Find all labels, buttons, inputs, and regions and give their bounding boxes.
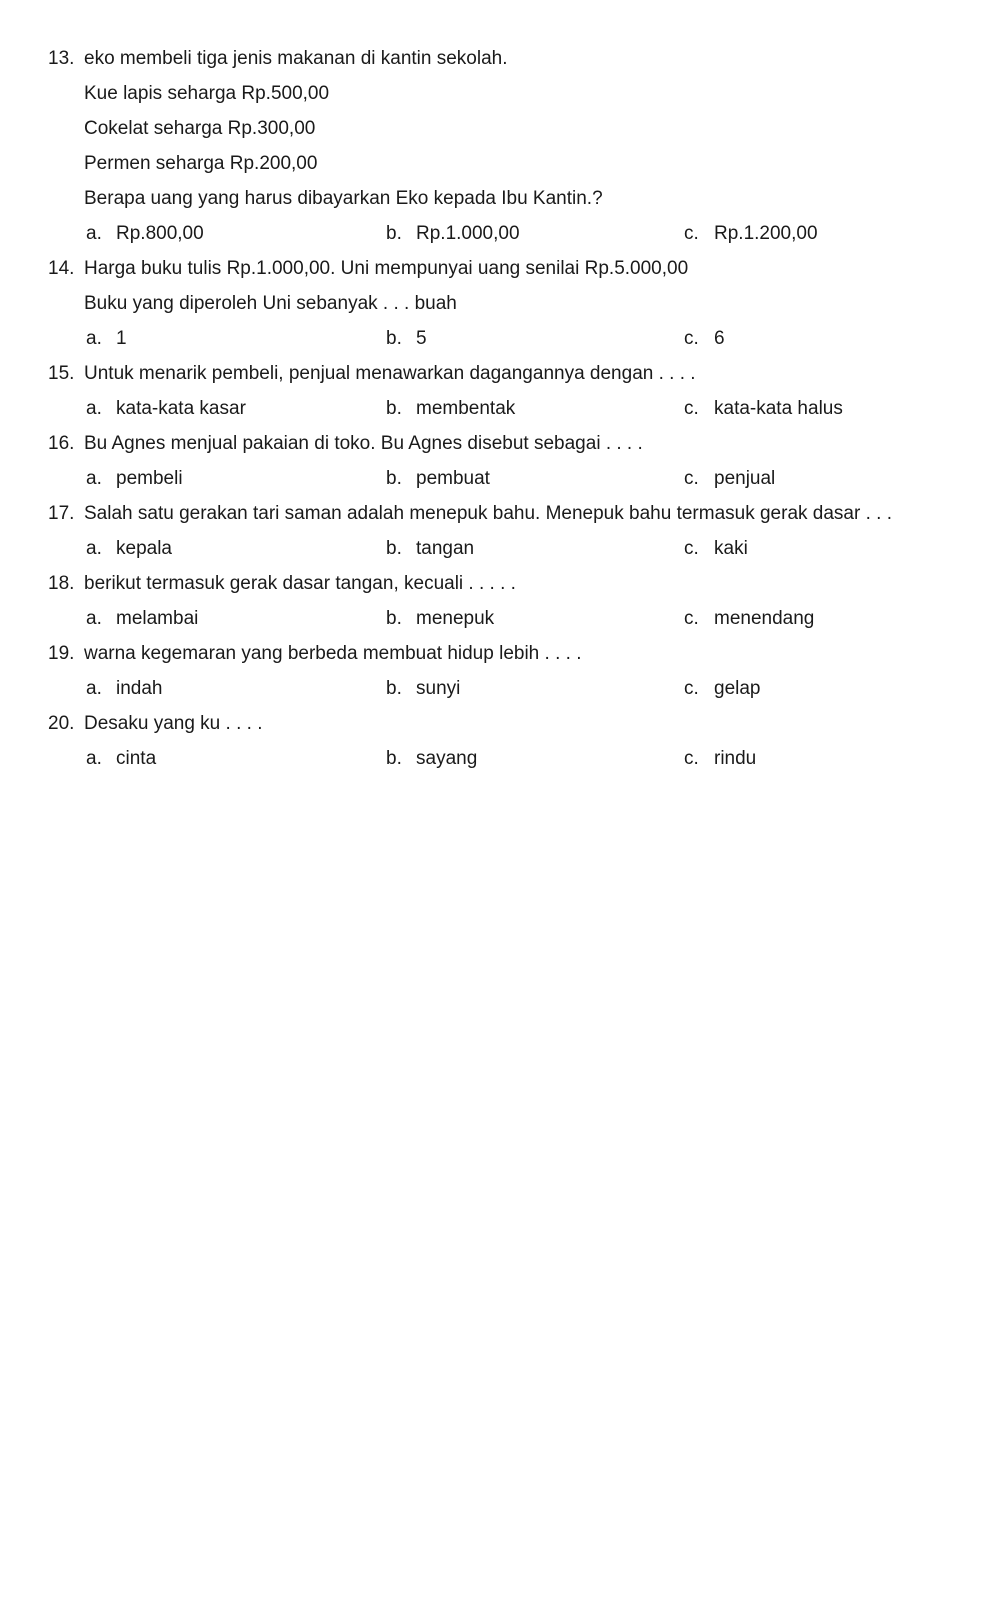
option-text: 5: [416, 328, 427, 349]
question-text: Kue lapis seharga Rp.500,00: [84, 83, 330, 104]
answer-options: [48, 671, 988, 706]
option-letter: c.: [684, 328, 699, 349]
option-a[interactable]: [86, 531, 172, 566]
question-13: [48, 41, 988, 251]
question-text: Salah satu gerakan tari saman adalah menepuk bahu. Menepuk bahu termasuk gerak dasar . . .: [84, 503, 892, 524]
question-text: Berapa uang yang harus dibayarkan Eko kepada Ibu Kantin.?: [84, 188, 603, 209]
option-letter: c.: [684, 398, 699, 419]
answer-options: [48, 601, 988, 636]
option-letter: a.: [86, 538, 102, 559]
option-a[interactable]: [86, 461, 183, 496]
answer-options: [48, 741, 988, 776]
option-letter: b.: [386, 468, 402, 489]
option-text: rindu: [714, 748, 757, 769]
question-number: 14.: [48, 258, 75, 279]
answer-options: [48, 531, 988, 566]
option-letter: a.: [86, 608, 102, 629]
option-b[interactable]: [386, 461, 490, 496]
question-text: Desaku yang ku . . . .: [84, 713, 263, 734]
option-a[interactable]: [86, 391, 246, 426]
option-letter: a.: [86, 398, 102, 419]
option-letter: b.: [386, 328, 402, 349]
option-letter: c.: [684, 678, 699, 699]
option-text: penjual: [714, 468, 776, 489]
option-a[interactable]: [86, 741, 156, 776]
option-text: kepala: [116, 538, 172, 559]
option-b[interactable]: [386, 671, 460, 706]
question-number: 20.: [48, 713, 75, 734]
option-c[interactable]: [684, 671, 761, 706]
option-c[interactable]: [684, 216, 818, 251]
option-letter: b.: [386, 398, 402, 419]
answer-options: [48, 391, 988, 426]
question-text: berikut termasuk gerak dasar tangan, kecuali . . . . .: [84, 573, 516, 594]
question-text: Buku yang diperoleh Uni sebanyak . . . buah: [84, 293, 457, 314]
question-number: 15.: [48, 363, 75, 384]
option-letter: a.: [86, 328, 102, 349]
question-text: Cokelat seharga Rp.300,00: [84, 118, 316, 139]
question-text: Harga buku tulis Rp.1.000,00. Uni mempunyai uang senilai Rp.5.000,00: [84, 258, 689, 279]
question-text: Bu Agnes menjual pakaian di toko. Bu Agnes disebut sebagai . . . .: [84, 433, 643, 454]
option-a[interactable]: [86, 601, 198, 636]
option-a[interactable]: [86, 671, 163, 706]
option-text: Rp.1.000,00: [416, 223, 520, 244]
option-text: gelap: [714, 678, 761, 699]
option-letter: a.: [86, 223, 102, 244]
option-text: indah: [116, 678, 163, 699]
question-19: [48, 636, 988, 706]
option-b[interactable]: [386, 321, 427, 356]
option-b[interactable]: [386, 531, 474, 566]
option-letter: b.: [386, 748, 402, 769]
option-b[interactable]: [386, 741, 477, 776]
option-text: pembuat: [416, 468, 490, 489]
option-letter: b.: [386, 223, 402, 244]
question-17: [48, 496, 988, 566]
answer-options: [48, 216, 988, 251]
option-text: 6: [714, 328, 725, 349]
option-c[interactable]: [684, 391, 843, 426]
question-15: [48, 356, 988, 426]
question-number: 17.: [48, 503, 75, 524]
question-20: [48, 706, 988, 776]
option-text: pembeli: [116, 468, 183, 489]
option-letter: b.: [386, 538, 402, 559]
option-letter: a.: [86, 748, 102, 769]
question-text: warna kegemaran yang berbeda membuat hidup lebih . . . .: [84, 643, 582, 664]
option-b[interactable]: [386, 216, 520, 251]
question-18: [48, 566, 988, 636]
option-b[interactable]: [386, 601, 494, 636]
question-number: 16.: [48, 433, 75, 454]
option-c[interactable]: [684, 531, 748, 566]
option-text: menepuk: [416, 608, 495, 629]
option-text: cinta: [116, 748, 157, 769]
question-text: eko membeli tiga jenis makanan di kantin sekolah.: [84, 48, 508, 69]
question-text: Untuk menarik pembeli, penjual menawarkan dagangannya dengan . . . .: [84, 363, 696, 384]
option-c[interactable]: [684, 601, 814, 636]
option-text: sunyi: [416, 678, 461, 699]
option-letter: c.: [684, 223, 699, 244]
question-number: 13.: [48, 48, 75, 69]
option-text: membentak: [416, 398, 516, 419]
option-b[interactable]: [386, 391, 515, 426]
answer-options: [48, 321, 988, 356]
option-text: kaki: [714, 538, 748, 559]
option-c[interactable]: [684, 461, 775, 496]
option-letter: b.: [386, 608, 402, 629]
option-letter: c.: [684, 748, 699, 769]
option-letter: c.: [684, 608, 699, 629]
option-text: Rp.800,00: [116, 223, 204, 244]
option-c[interactable]: [684, 321, 725, 356]
option-text: tangan: [416, 538, 475, 559]
option-letter: c.: [684, 468, 699, 489]
question-text: Permen seharga Rp.200,00: [84, 153, 318, 174]
option-c[interactable]: [684, 741, 756, 776]
option-text: Rp.1.200,00: [714, 223, 818, 244]
option-a[interactable]: [86, 321, 127, 356]
option-letter: c.: [684, 538, 699, 559]
option-text: kata-kata halus: [714, 398, 843, 419]
option-text: sayang: [416, 748, 478, 769]
option-text: melambai: [116, 608, 199, 629]
question-number: 18.: [48, 573, 75, 594]
option-a[interactable]: [86, 216, 204, 251]
option-letter: a.: [86, 468, 102, 489]
option-text: 1: [116, 328, 127, 349]
option-letter: b.: [386, 678, 402, 699]
question-number: 19.: [48, 643, 75, 664]
option-text: menendang: [714, 608, 815, 629]
option-letter: a.: [86, 678, 102, 699]
answer-options: [48, 461, 988, 496]
question-16: [48, 426, 988, 496]
question-14: [48, 251, 988, 356]
option-text: kata-kata kasar: [116, 398, 246, 419]
